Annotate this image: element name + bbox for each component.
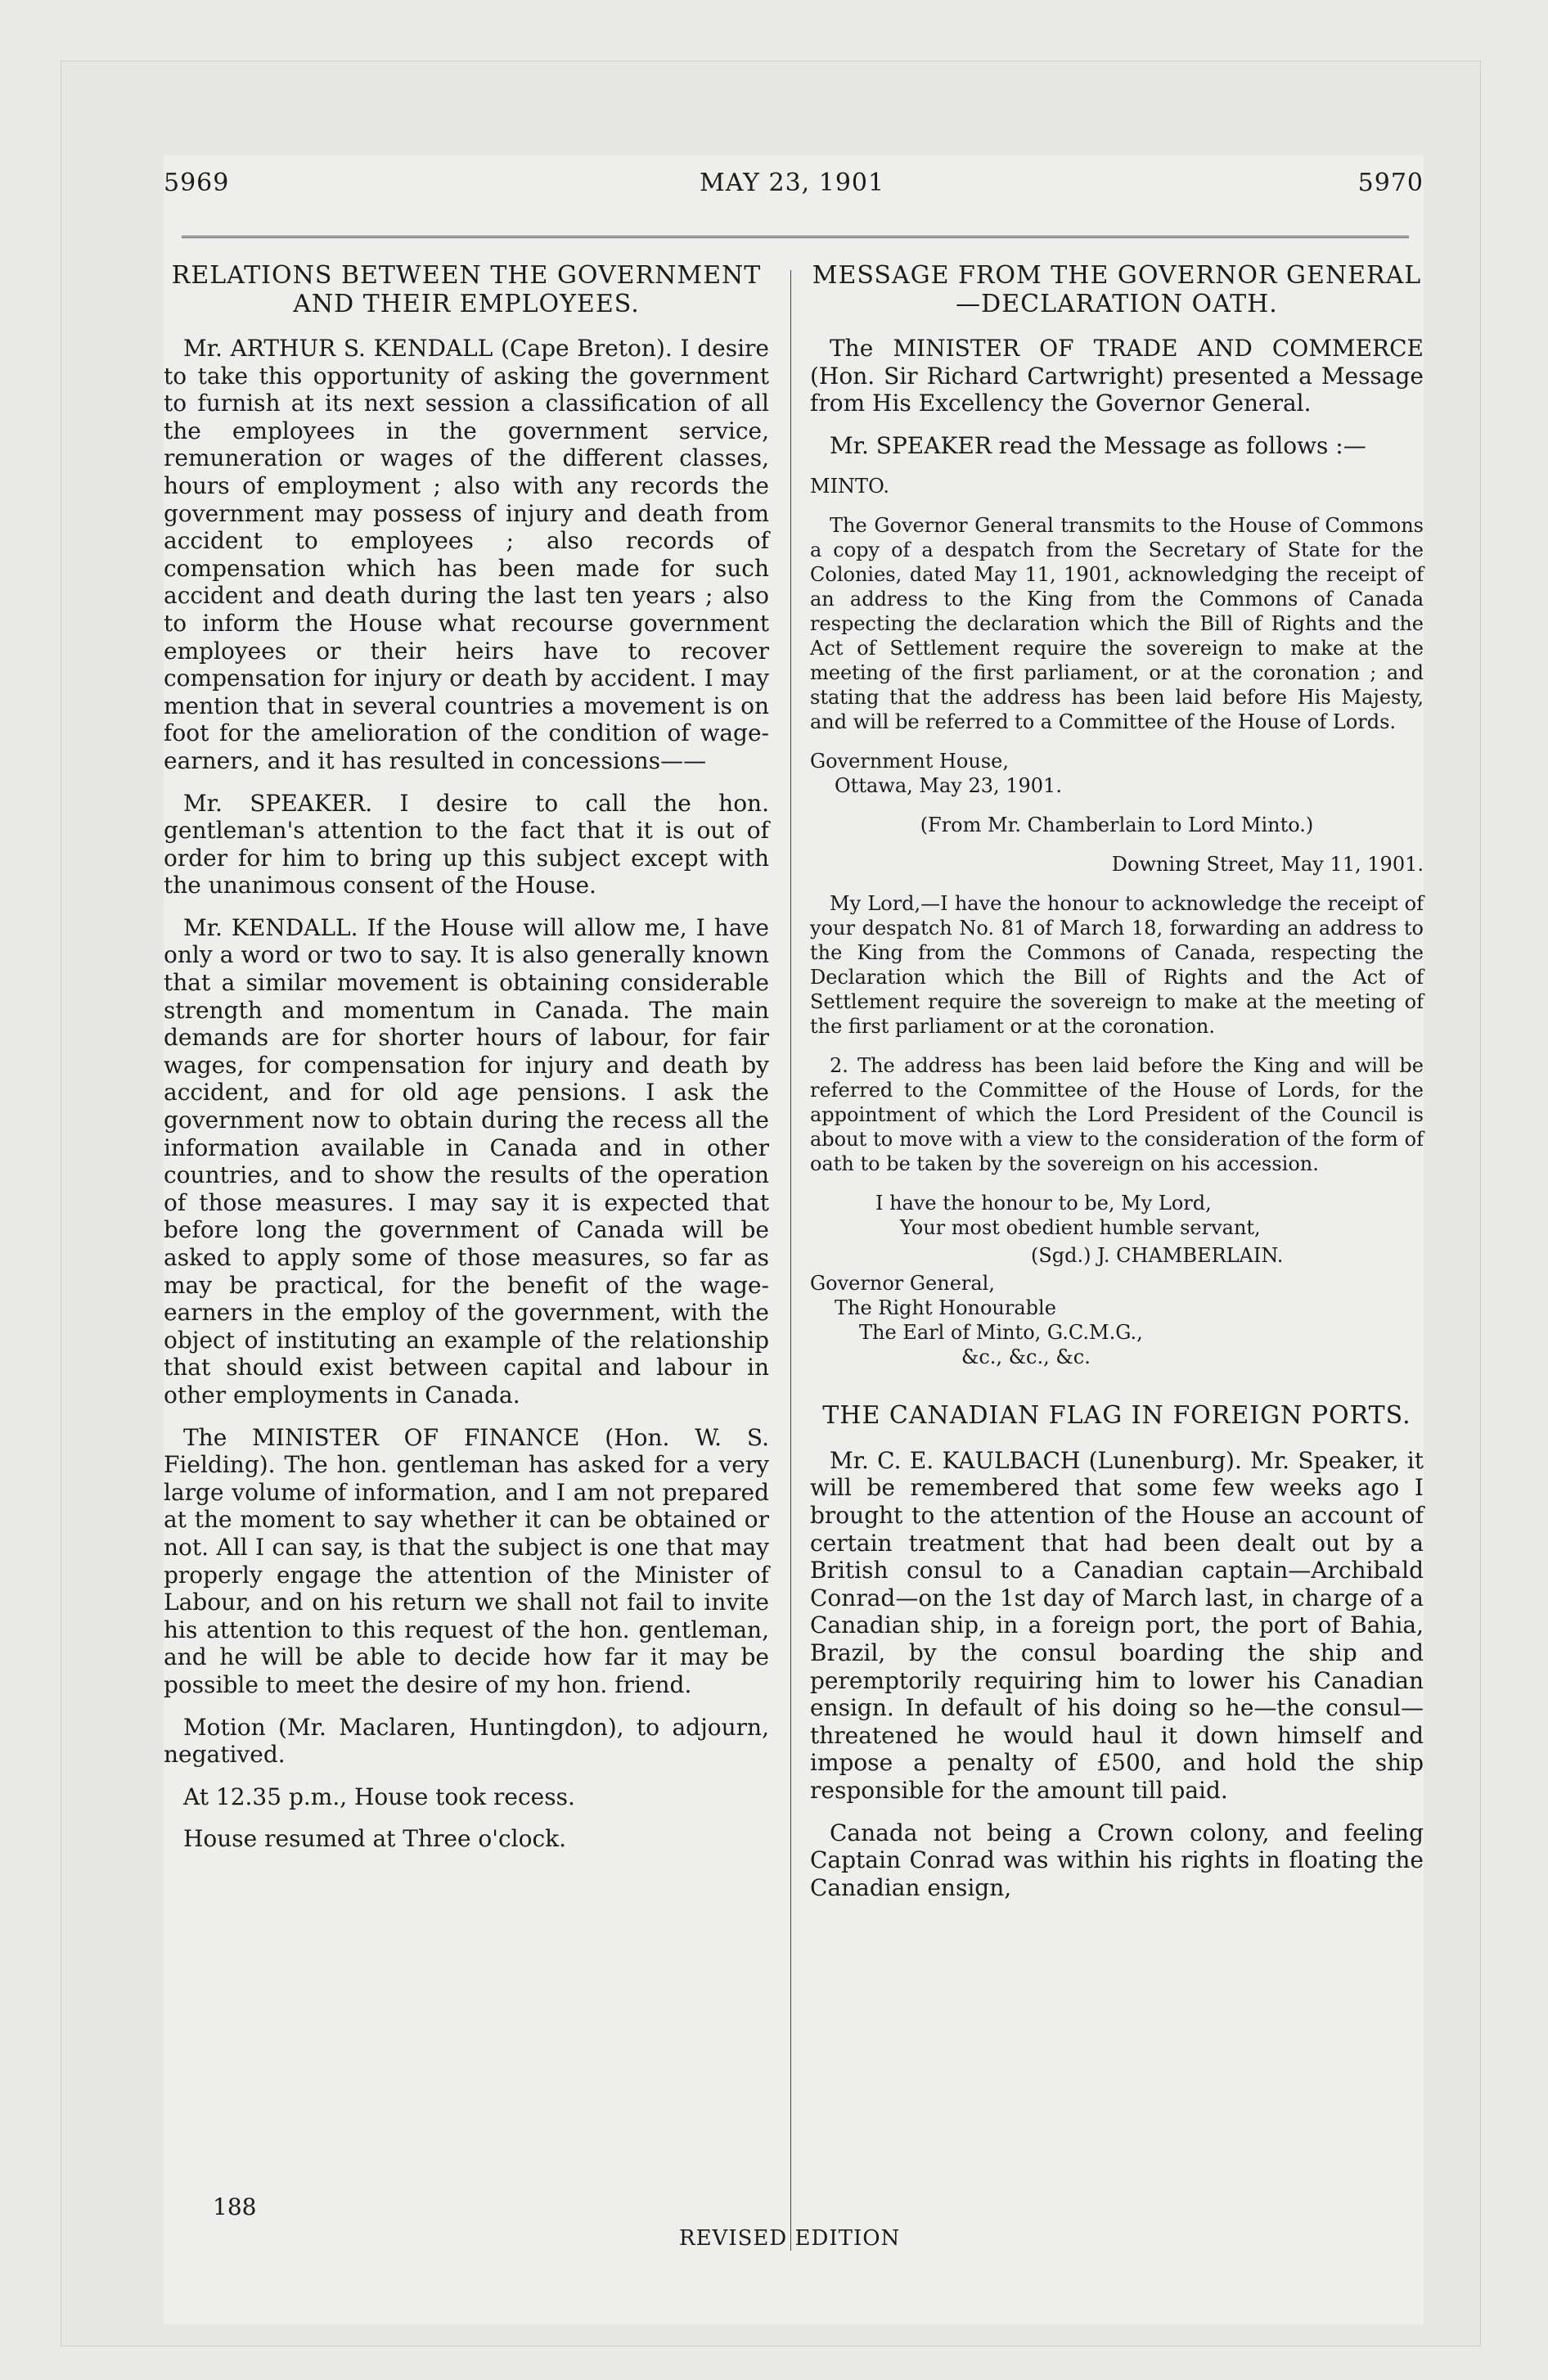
header-date: MAY 23, 1901: [700, 169, 885, 197]
trade-minister-paragraph: The MINISTER OF TRADE AND COMMERCE (Hon. Sir Richard Cartwright) presented a Message from His Excellency the Governor General.: [810, 335, 1424, 417]
section-heading-flag: THE CANADIAN FLAG IN FOREIGN PORTS.: [822, 1401, 1411, 1431]
governor-message: The Governor General transmits to the House of Commons a copy of a despatch from the Secretary of State for the Colonies, dated May 11, 1901, acknowledging the receipt of an address to the King from the Commons of Canada respecting the declaration which the Bill of Rights and the Act of Settlement require the sovereign to make at the meeting of the first parliament, or at the coronation ; and stating that the address has been laid before His Majesty, and will be referred to a Committee of the House of Lords.: [810, 514, 1424, 734]
header-rule: [182, 236, 1409, 238]
canada-paragraph: Canada not being a Crown colony, and feeling Captain Conrad was within his rights in floating the Canadian ensign,: [810, 1819, 1424, 1901]
left-page-number: 5969: [164, 169, 230, 197]
kaulbach-paragraph: Mr. C. E. KAULBACH (Lunenburg). Mr. Speaker, it will be remembered that some few weeks ago I brought to the attention of the House an account of certain treatment that had been dealt out by a British consul to a Canadian captain—Archibald Conrad—on the 1st day of March last, in charge of a Canadian ship, in a foreign port, the port of Bahia, Brazil, by the consul boarding the ship and peremptorily requiring him to lower his Canadian ensign. In default of his doing so he—the consul—threatened he would haul it down himself and impose a penalty of £500, and hold the ship responsible for the amount till paid.: [810, 1446, 1424, 1804]
section-heading-relations: RELATIONS BETWEEN THE GOVERNMENT AND THEIR EMPLOYEES.: [171, 261, 762, 318]
hansard-page: [164, 156, 1424, 2324]
footer-page-number: 188: [213, 2193, 257, 2220]
section-heading-message: MESSAGE FROM THE GOVERNOR GENERAL—DECLARATION OATH.: [812, 261, 1422, 318]
recess-line: At 12.35 p.m., House took recess.: [183, 1783, 575, 1810]
letter-paragraph-2: 2. The address has been laid before the King and will be referred to the Committee of the House of Lords, for the appointment of which the Lord President of the Council is about to move with a view to the consideration of the form of oath to be taken by the sovereign on his accession.: [810, 1054, 1424, 1176]
speaker-paragraph: Mr. SPEAKER. I desire to call the hon. gentleman's attention to the fact that it is out of order for him to bring up this subject except with the unanimous consent of the House.: [164, 789, 769, 899]
despatch-source-line: (From Mr. Chamberlain to Lord Minto.): [920, 814, 1314, 837]
column-divider: [790, 270, 791, 2251]
minto-signature: MINTO.: [810, 475, 889, 498]
ottawa-date-line: Ottawa, May 23, 1901.: [835, 774, 1062, 798]
kendall-paragraph-2: Mr. KENDALL. If the House will allow me, I have only a word or two to say. It is also generally known that a similar movement is obtaining considerable strength and momentum in Canada. The main demands are for shorter hours of labour, for fair wages, for compensation for injury and death by accident, and for old age pensions. I ask the government now to obtain during the recess all the information available in Canada and in other countries, and to show the results of the operation of those measures. I may say it is expected that before long the government of Canada will be asked to apply some of those measures, so far as may be practical, for the benefit of the wage-earners in the employ of the government, with the object of instituting an example of the relationship that should exist between capital and labour in other employments in Canada.: [164, 913, 769, 1409]
address-line-3: The Earl of Minto, G.C.M.G.,: [859, 1321, 1143, 1345]
page-header: [164, 156, 1424, 205]
speaker-read-line: Mr. SPEAKER read the Message as follows :—: [830, 431, 1366, 459]
letter-paragraph-1: My Lord,—I have the honour to acknowledge the receipt of your despatch No. 81 of March 18, forwarding an address to the King from the Commons of Canada, respecting the Declaration which the Bill of Rights and the Act of Settlement require the sovereign to make at the meeting of the first parliament or at the coronation.: [810, 892, 1424, 1039]
kendall-paragraph-1: Mr. ARTHUR S. KENDALL (Cape Breton). I desire to take this opportunity of asking the government to furnish at its next session a classification of all the employees in the government service, remuneration or wages of the different classes, hours of employment ; also with any records the government may possess of injury and death from accident to employees ; also records of compensation which has been made for such accident and death during the last ten years ; also to inform the House what recourse government employees or their heirs have to recover compensation for injury or death by accident. I may mention that in several countries a movement is on foot for the amelioration of the condition of wage-earners, and it has resulted in concessions——: [164, 335, 769, 774]
address-line-4: &c., &c., &c.: [961, 1346, 1091, 1369]
chamberlain-signature: (Sgd.) J. CHAMBERLAIN.: [1031, 1244, 1284, 1268]
government-house-line: Government House,: [810, 750, 1009, 773]
address-line-2: The Right Honourable: [835, 1296, 1056, 1320]
right-page-number: 5970: [1357, 169, 1424, 197]
revised-edition-label: REVISED EDITION: [679, 2226, 901, 2251]
left-column: [164, 262, 769, 1868]
resumed-line: House resumed at Three o'clock.: [183, 1825, 567, 1853]
closing-line-2: Your most obedient humble servant,: [900, 1216, 1261, 1240]
motion-paragraph: Motion (Mr. Maclaren, Huntingdon), to adjourn, negatived.: [164, 1713, 769, 1769]
closing-line-1: I have the honour to be, My Lord,: [875, 1192, 1212, 1215]
downing-street-line: Downing Street, May 11, 1901.: [1111, 853, 1424, 877]
address-line-1: Governor General,: [810, 1272, 995, 1296]
finance-minister-paragraph: The MINISTER OF FINANCE (Hon. W. S. Fielding). The hon. gentleman has asked for a very large volume of information, and I am not prepared at the moment to say whether it can be obtained or not. All I can say, is that the subject is one that may properly engage the attention of the Minister of Labour, and on his return we shall not fail to invite his attention to this request of the hon. gentleman, and he will be able to decide how far it may be possible to meet the desire of my hon. friend.: [164, 1423, 769, 1698]
right-column: [810, 262, 1424, 1916]
